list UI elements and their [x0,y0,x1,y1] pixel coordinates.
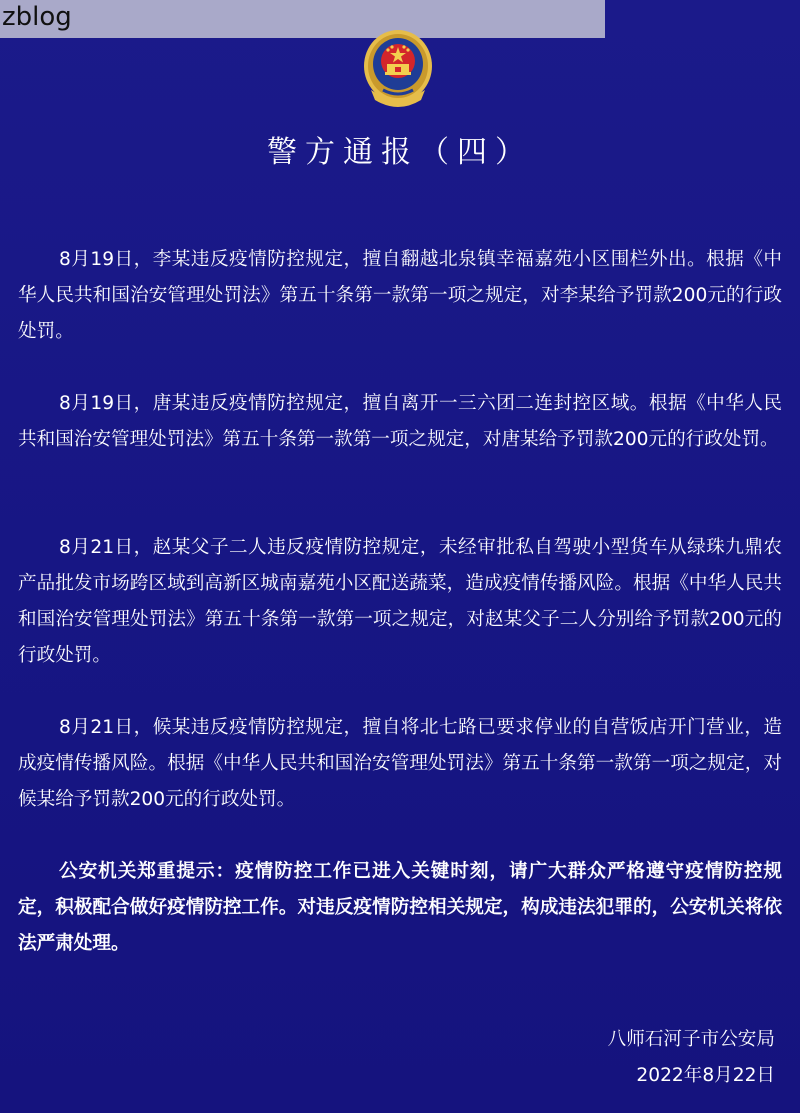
warning-paragraph: 公安机关郑重提示：疫情防控工作已进入关键时刻，请广大群众严格遵守疫情防控规定，积极配合做好疫情防控工作。对违反疫情防控相关规定，构成违法犯罪的，公安机关将依法严肃处理。 [18,861,782,954]
issuer-name: 八师石河子市公安局 [607,1029,775,1050]
notice-paragraph-4: 8月21日，候某违反疫情防控规定，擅自将北七路已要求停业的自营饭店开门营业，造成疫情传播风险。根据《中华人民共和国治安管理处罚法》第五十条第一款第一项之规定，对候某给予罚款200元的行政处罚。 [18,717,782,810]
issue-date: 2022年8月22日 [636,1065,775,1083]
notice-paragraph-1: 8月19日，李某违反疫情防控规定，擅自翻越北泉镇幸福嘉苑小区围栏外出。根据《中华人民共和国治安管理处罚法》第五十条第一款第一项之规定，对李某给予罚款200元的行政处罚。 [18,249,782,342]
watermark-text: zblog [2,2,72,32]
notice-paragraph-2: 8月19日，唐某违反疫情防控规定，擅自离开一三六团二连封控区域。根据《中华人民共和国治安管理处罚法》第五十条第一款第一项之规定，对唐某给予罚款200元的行政处罚。 [18,393,782,450]
watermark-banner [0,0,605,38]
police-emblem-icon [359,28,437,112]
signature-block [608,1022,775,1083]
page-title: 警方通报（四） [267,135,533,170]
notice-paragraph-3: 8月21日，赵某父子二人违反疫情防控规定，未经审批私自驾驶小型货车从绿珠九鼎农产品批发市场跨区域到高新区城南嘉苑小区配送蔬菜，造成疫情传播风险。根据《中华人民共和国治安管理处罚法》第五十条第一款第一项之规定，对赵某父子二人分别给予罚款200元的行政处罚。 [18,537,782,666]
